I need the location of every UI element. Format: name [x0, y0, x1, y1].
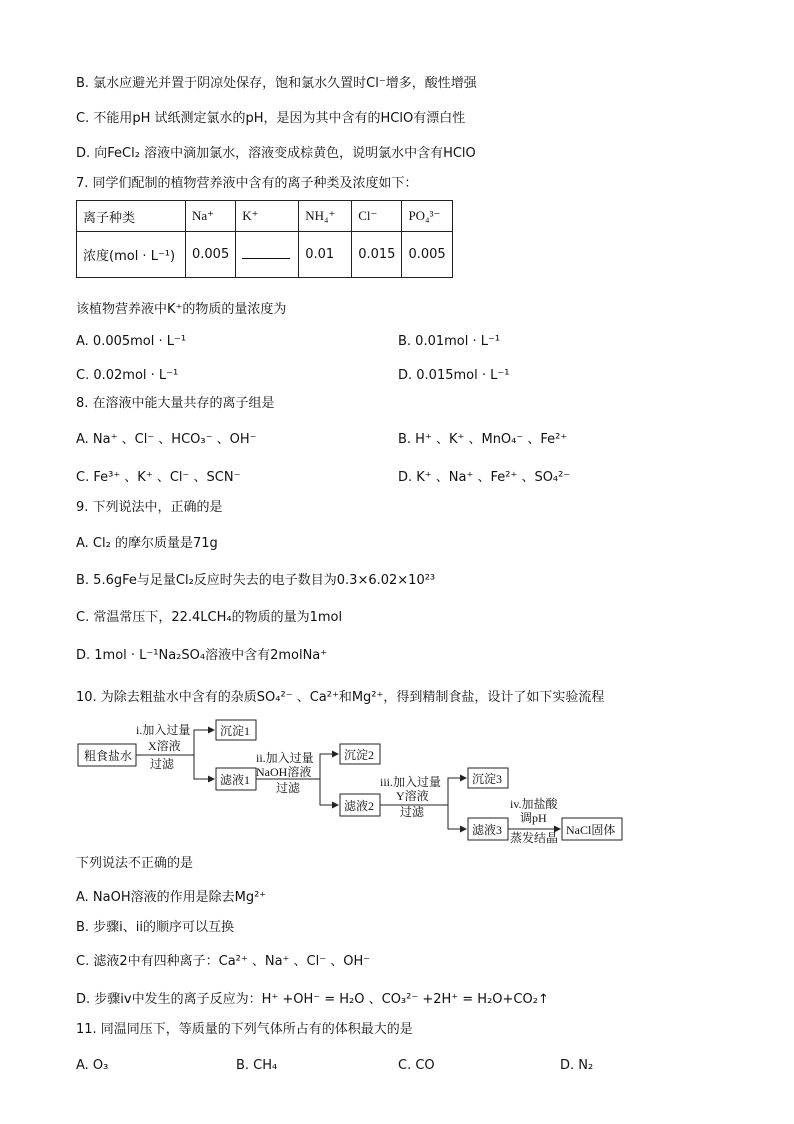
q9-option-c: C. 常温常压下，22.4LCH₄的物质的量为1mol: [76, 610, 343, 625]
table-row: [77, 201, 453, 232]
table-cell: NH₄⁺: [299, 201, 352, 232]
q11-option-a: A. O₃: [76, 1058, 109, 1073]
q10-stem: 10. 为除去粗盐水中含有的杂质SO₄²⁻ 、Ca²⁺和Mg²⁺，得到精制食盐，设计了如下实验流程: [76, 690, 605, 705]
q7-option-a: A. 0.005mol · L⁻¹: [76, 334, 187, 349]
step1-text-bot: 过滤: [150, 757, 175, 771]
q8-option-b: B. H⁺ 、K⁺ 、MnO₄⁻ 、Fe²⁺: [398, 432, 568, 447]
q9-option-b: B. 5.6gFe与足量Cl₂反应时失去的电子数目为0.3×6.02×10²³: [76, 573, 436, 588]
step4-text-mid: 调pH: [520, 811, 547, 825]
q11-option-d: D. N₂: [560, 1058, 594, 1073]
precipitate-2-label: 沉淀2: [344, 748, 375, 762]
table-cell-blank: [236, 232, 299, 278]
crude-brine-label: 粗食盐水: [84, 749, 133, 763]
filtrate-2-label: 滤液2: [344, 799, 375, 813]
table-cell: 离子种类: [77, 201, 186, 232]
q10-option-a: A. NaOH溶液的作用是除去Mg²⁺: [76, 890, 267, 905]
step3-text-mid: Y溶液: [396, 789, 429, 803]
table-cell: PO₄³⁻: [402, 201, 452, 232]
step1-text-top: i.加入过量: [136, 723, 191, 737]
q11-stem: 11. 同温同压下，等质量的下列气体所占有的体积最大的是: [76, 1022, 413, 1037]
q9-option-d: D. 1mol · L⁻¹Na₂SO₄溶液中含有2molNa⁺: [76, 648, 328, 663]
q9-option-a: A. Cl₂ 的摩尔质量是71g: [76, 536, 218, 551]
q11-option-b: B. CH₄: [236, 1058, 278, 1073]
filtrate-3-label: 滤液3: [472, 823, 503, 837]
step4-text-top: iv.加盐酸: [510, 797, 558, 811]
filtrate-1-label: 滤液1: [220, 773, 251, 787]
step2-text-mid: NaOH溶液: [256, 765, 312, 779]
ion-concentration-table: [76, 200, 453, 278]
q7-stem: 7. 同学们配制的植物营养液中含有的离子种类及浓度如下：: [76, 176, 418, 191]
table-cell: 0.01: [299, 232, 352, 278]
step3-text-top: iii.加入过量: [380, 775, 442, 789]
q7-option-c: C. 0.02mol · L⁻¹: [76, 368, 179, 383]
q8-option-d: D. K⁺ 、Na⁺ 、Fe²⁺ 、SO₄²⁻: [398, 470, 571, 485]
q9-stem: 9. 下列说法中，正确的是: [76, 500, 223, 515]
table-cell: 浓度(mol · L⁻¹): [77, 232, 186, 278]
step2-text-top: ii.加入过量: [256, 751, 314, 765]
salt-purification-flowchart: [76, 718, 636, 846]
precipitate-3-label: 沉淀3: [472, 772, 503, 786]
q11-option-c: C. CO: [398, 1058, 435, 1073]
q7-option-d: D. 0.015mol · L⁻¹: [398, 368, 510, 383]
q10-option-d: D. 步骤iv中发生的离子反应为：H⁺ +OH⁻ = H₂O 、CO₃²⁻ +2H⁺ = H₂O+CO₂↑: [76, 992, 549, 1007]
q8-stem: 8. 在溶液中能大量共存的离子组是: [76, 396, 275, 411]
table-cell: 0.005: [402, 232, 452, 278]
q10-question: 下列说法不正确的是: [76, 856, 194, 871]
table-cell: K⁺: [236, 201, 299, 232]
table-cell: 0.005: [186, 232, 236, 278]
q10-option-b: B. 步骤i、ii的顺序可以互换: [76, 920, 235, 935]
q6-option-d: D. 向FeCl₂ 溶液中滴加氯水，溶液变成棕黄色，说明氯水中含有HClO: [76, 146, 476, 161]
q7-question: 该植物营养液中K⁺的物质的量浓度为: [76, 302, 287, 317]
q10-option-c: C. 滤液2中有四种离子：Ca²⁺ 、Na⁺ 、Cl⁻ 、OH⁻: [76, 954, 371, 969]
q8-option-c: C. Fe³⁺ 、K⁺ 、Cl⁻ 、SCN⁻: [76, 470, 241, 485]
table-row: [77, 232, 453, 278]
table-cell: 0.015: [352, 232, 402, 278]
q7-option-b: B. 0.01mol · L⁻¹: [398, 334, 501, 349]
precipitate-1-label: 沉淀1: [220, 724, 251, 738]
answer-blank: [242, 246, 290, 259]
q8-option-a: A. Na⁺ 、Cl⁻ 、HCO₃⁻ 、OH⁻: [76, 432, 257, 447]
nacl-solid-label: NaCl固体: [566, 823, 616, 837]
step2-text-bot: 过滤: [276, 781, 301, 795]
q6-option-c: C. 不能用pH 试纸测定氯水的pH，是因为其中含有的HClO有漂白性: [76, 111, 466, 126]
table-cell: Na⁺: [186, 201, 236, 232]
step1-text-mid: X溶液: [148, 739, 181, 753]
step4-text-bot: 蒸发结晶: [510, 831, 559, 845]
table-cell: Cl⁻: [352, 201, 402, 232]
q6-option-b: B. 氯水应避光并置于阴凉处保存，饱和氯水久置时Cl⁻增多，酸性增强: [76, 76, 477, 91]
step3-text-bot: 过滤: [400, 805, 425, 819]
